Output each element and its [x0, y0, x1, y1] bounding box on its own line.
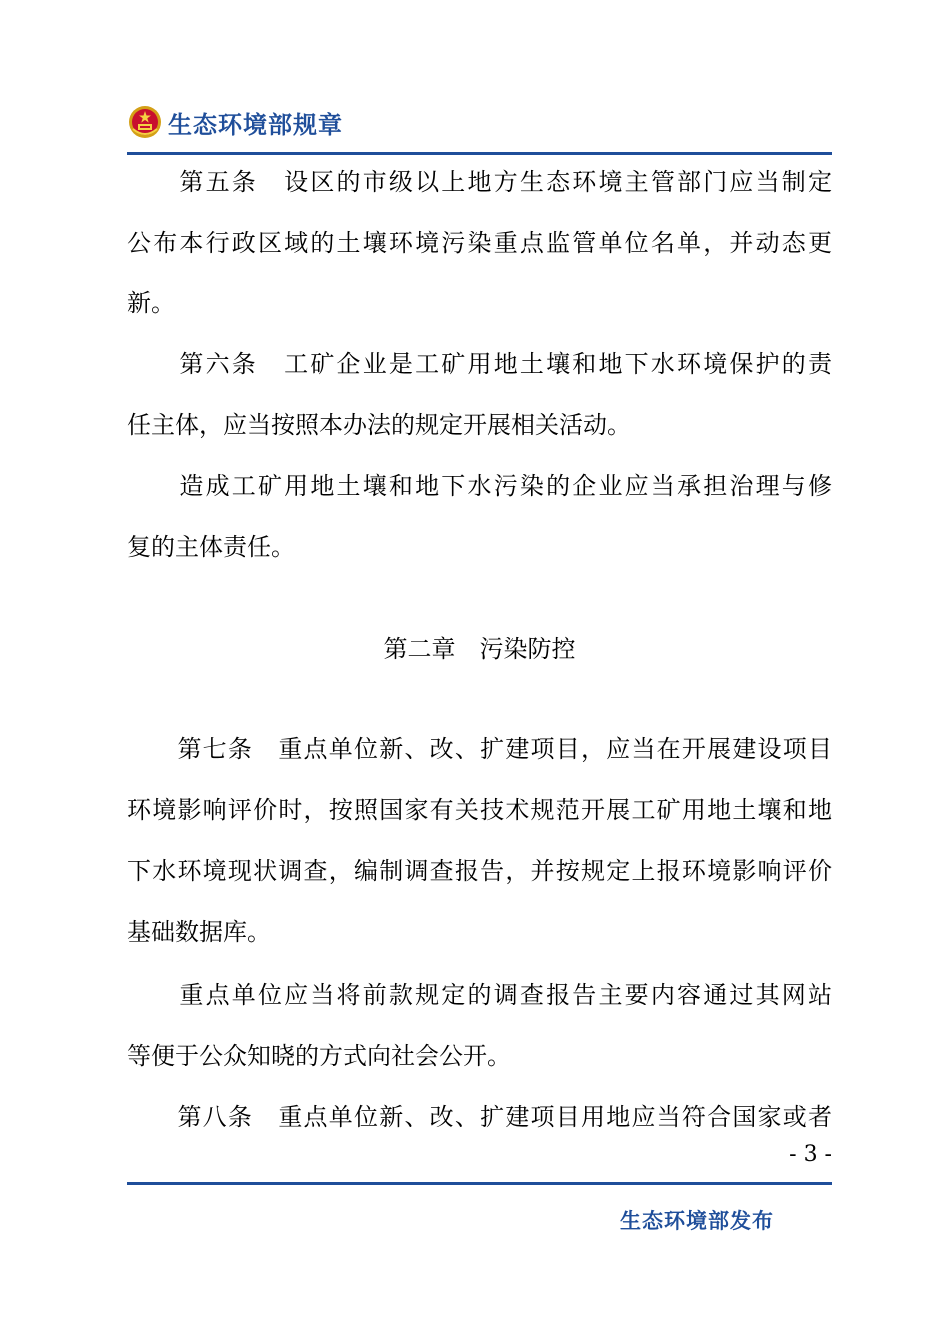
- footer-publisher: 生态环境部发布: [620, 1209, 774, 1233]
- text-line: 公布本行政区域的土壤环境污染重点监管单位名单，并动态更: [127, 229, 832, 257]
- document-header: [128, 100, 343, 144]
- text-line: 新。: [127, 289, 175, 317]
- text-line: 基础数据库。: [127, 918, 271, 946]
- national-emblem-icon: [128, 105, 162, 139]
- text-line: 环境影响评价时，按照国家有关技术规范开展工矿用地土壤和地: [127, 796, 832, 824]
- text-line: 第七条 重点单位新、改、扩建项目，应当在开展建设项目: [127, 735, 832, 763]
- chapter-heading: 第二章 污染防控: [383, 635, 576, 663]
- footer-divider: [127, 1182, 832, 1185]
- header-title: 生态环境部规章: [168, 110, 343, 139]
- text-line: 下水环境现状调查，编制调查报告，并按规定上报环境影响评价: [127, 857, 832, 885]
- text-line: 第六条 工矿企业是工矿用地土壤和地下水环境保护的责: [127, 350, 832, 378]
- text-line: 第五条 设区的市级以上地方生态环境主管部门应当制定: [127, 168, 832, 196]
- text-line: 等便于公众知晓的方式向社会公开。: [127, 1042, 511, 1070]
- text-line: 第八条 重点单位新、改、扩建项目用地应当符合国家或者: [127, 1103, 832, 1131]
- text-line: 复的主体责任。: [127, 533, 295, 561]
- page-number: - 3 -: [789, 1142, 832, 1167]
- text-line: 任主体，应当按照本办法的规定开展相关活动。: [127, 411, 631, 439]
- text-line: 重点单位应当将前款规定的调查报告主要内容通过其网站: [127, 981, 832, 1009]
- header-divider: [127, 152, 832, 155]
- text-line: 造成工矿用地土壤和地下水污染的企业应当承担治理与修: [127, 472, 832, 500]
